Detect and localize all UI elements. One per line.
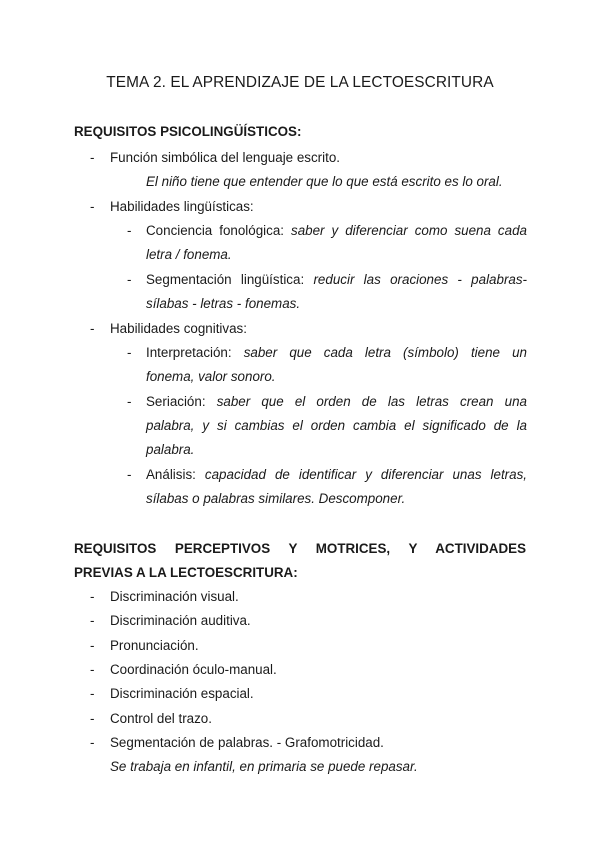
sublist-term: Segmentación lingüística: (146, 272, 305, 287)
item-note: Se trabaja en infantil, en primaria se puede repasar. (110, 759, 418, 774)
sublist-dash: - (127, 345, 132, 360)
sublist-dash: - (127, 394, 132, 409)
sublist-term: Seriación: (146, 394, 206, 409)
list-item: Función simbólica del lenguaje escrito. (110, 150, 340, 165)
sublist-desc: saber y diferenciar como suena cada (291, 223, 527, 238)
list-dash: - (90, 199, 95, 214)
sublist-desc-cont: palabra, y si cambias el orden cambia el significado de la (146, 418, 527, 433)
list-dash: - (90, 662, 95, 677)
list-dash: - (90, 735, 95, 750)
sublist-desc: saber que el orden de las letras crean una (216, 394, 527, 409)
section-heading-perceptivos-cont: PREVIAS A LA LECTOESCRITURA: (74, 565, 298, 580)
list-item: Discriminación espacial. (110, 686, 254, 701)
item-note: El niño tiene que entender que lo que está escrito es lo oral. (146, 174, 503, 189)
list-dash: - (90, 613, 95, 628)
list-item: Discriminación visual. (110, 589, 239, 604)
sublist-item-segmentacion (146, 268, 527, 292)
sublist-dash: - (127, 223, 132, 238)
section-heading-perceptivos: REQUISITOS PERCEPTIVOS Y MOTRICES, Y ACTIVIDADES (74, 541, 526, 556)
list-item: Pronunciación. (110, 638, 199, 653)
section-heading-psicolinguisticos: REQUISITOS PSICOLINGÜÍSTICOS: (74, 124, 302, 139)
list-item: Segmentación de palabras. - Grafomotricidad. (110, 735, 384, 750)
sublist-desc-cont: sílabas o palabras similares. Descomponer. (146, 491, 406, 506)
page-title: TEMA 2. EL APRENDIZAJE DE LA LECTOESCRITURA (106, 74, 494, 91)
list-item: Discriminación auditiva. (110, 613, 251, 628)
sublist-desc: saber que cada letra (símbolo) tiene un (243, 345, 527, 360)
list-item: Habilidades cognitivas: (110, 321, 247, 336)
list-dash: - (90, 711, 95, 726)
list-dash: - (90, 150, 95, 165)
sublist-item-interpretacion (146, 341, 527, 365)
sublist-term: Análisis: (146, 467, 196, 482)
sublist-item-seriacion (146, 390, 527, 414)
sublist-desc: reducir las oraciones - palabras- (313, 272, 528, 287)
sublist-desc-cont: palabra. (146, 442, 195, 457)
sublist-dash: - (127, 272, 132, 287)
list-item: Habilidades lingüísticas: (110, 199, 254, 214)
sublist-term: Conciencia fonológica: (146, 223, 285, 238)
sublist-term: Interpretación: (146, 345, 232, 360)
list-dash: - (90, 589, 95, 604)
sublist-desc: capacidad de identificar y diferenciar unas letras, (204, 467, 527, 482)
sublist-desc-cont: letra / fonema. (146, 247, 232, 262)
sublist-item-conciencia (146, 219, 527, 243)
sublist-desc-cont: sílabas - letras - fonemas. (146, 296, 301, 311)
list-item: Coordinación óculo-manual. (110, 662, 277, 677)
list-dash: - (90, 321, 95, 336)
sublist-desc-cont: fonema, valor sonoro. (146, 369, 276, 384)
sublist-dash: - (127, 467, 132, 482)
list-dash: - (90, 686, 95, 701)
list-item: Control del trazo. (110, 711, 212, 726)
list-dash: - (90, 638, 95, 653)
sublist-item-analisis (146, 463, 527, 487)
